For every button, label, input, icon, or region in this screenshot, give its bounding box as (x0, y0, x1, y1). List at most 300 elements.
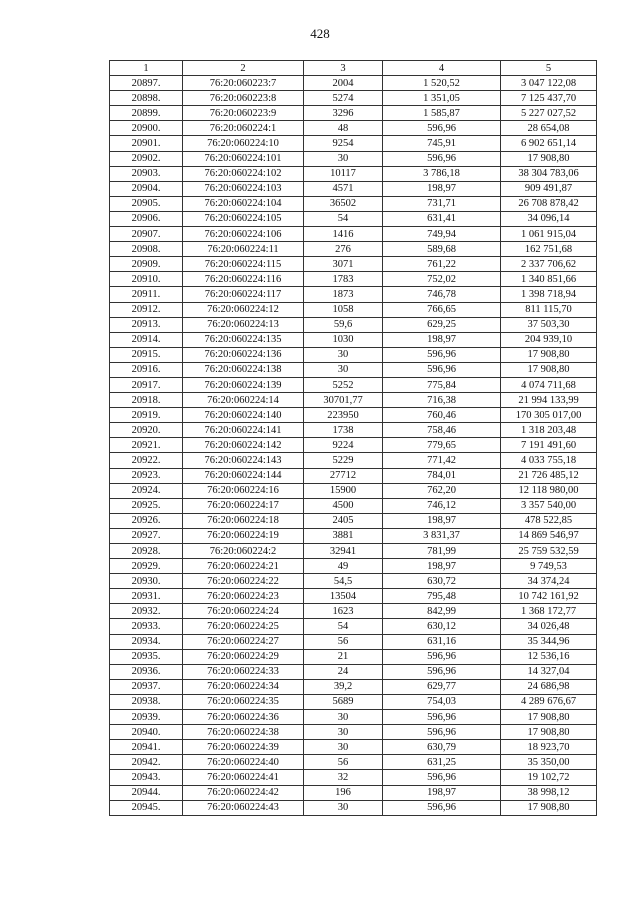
value-cell: 1 061 915,04 (501, 227, 597, 242)
row-number-cell: 20918. (110, 393, 183, 408)
row-number-cell: 20913. (110, 317, 183, 332)
table-row (110, 755, 597, 770)
rate-cell: 779,65 (383, 438, 501, 453)
row-number-cell: 20943. (110, 770, 183, 785)
cadastral-number-cell: 76:20:060224:18 (183, 513, 304, 528)
table-row (110, 423, 597, 438)
cadastral-number-cell: 76:20:060224:34 (183, 679, 304, 694)
cadastral-number-cell: 76:20:060224:17 (183, 498, 304, 513)
cadastral-number-cell: 76:20:060224:102 (183, 166, 304, 181)
rate-cell: 749,94 (383, 227, 501, 242)
rate-cell: 596,96 (383, 725, 501, 740)
area-cell: 39,2 (304, 679, 383, 694)
rate-cell: 596,96 (383, 800, 501, 815)
area-cell: 32941 (304, 544, 383, 559)
area-cell: 13504 (304, 589, 383, 604)
value-cell: 1 368 172,77 (501, 604, 597, 619)
cadastral-number-cell: 76:20:060224:38 (183, 725, 304, 740)
area-cell: 5274 (304, 91, 383, 106)
table-row (110, 332, 597, 347)
table-row (110, 800, 597, 815)
cadastral-number-cell: 76:20:060224:11 (183, 242, 304, 257)
row-number-cell: 20906. (110, 211, 183, 226)
area-cell: 3296 (304, 106, 383, 121)
area-cell: 4571 (304, 181, 383, 196)
cadastral-number-cell: 76:20:060223:9 (183, 106, 304, 121)
table-row (110, 544, 597, 559)
cadastral-number-cell: 76:20:060224:103 (183, 181, 304, 196)
table-row (110, 362, 597, 377)
table-row (110, 211, 597, 226)
cadastral-number-cell: 76:20:060224:116 (183, 272, 304, 287)
table-row (110, 76, 597, 91)
rate-cell: 629,25 (383, 317, 501, 332)
value-cell: 25 759 532,59 (501, 544, 597, 559)
row-number-cell: 20931. (110, 589, 183, 604)
value-cell: 17 908,80 (501, 347, 597, 362)
rate-cell: 771,42 (383, 453, 501, 468)
rate-cell: 198,97 (383, 559, 501, 574)
value-cell: 162 751,68 (501, 242, 597, 257)
cadastral-number-cell: 76:20:060224:143 (183, 453, 304, 468)
cadastral-number-cell: 76:20:060224:104 (183, 196, 304, 211)
row-number-cell: 20903. (110, 166, 183, 181)
row-number-cell: 20920. (110, 423, 183, 438)
area-cell: 5229 (304, 453, 383, 468)
table-row (110, 589, 597, 604)
rate-cell: 761,22 (383, 257, 501, 272)
value-cell: 4 289 676,67 (501, 694, 597, 709)
area-cell: 4500 (304, 498, 383, 513)
table-row (110, 694, 597, 709)
rate-cell: 775,84 (383, 377, 501, 392)
rate-cell: 198,97 (383, 785, 501, 800)
cadastral-number-cell: 76:20:060224:138 (183, 362, 304, 377)
area-cell: 30 (304, 800, 383, 815)
area-cell: 1030 (304, 332, 383, 347)
rate-cell: 631,16 (383, 634, 501, 649)
cadastral-number-cell: 76:20:060224:101 (183, 151, 304, 166)
row-number-cell: 20928. (110, 544, 183, 559)
table-row (110, 287, 597, 302)
table-row (110, 302, 597, 317)
area-cell: 59,6 (304, 317, 383, 332)
value-cell: 2 337 706,62 (501, 257, 597, 272)
table-row (110, 664, 597, 679)
table-row (110, 468, 597, 483)
value-cell: 811 115,70 (501, 302, 597, 317)
value-cell: 14 869 546,97 (501, 528, 597, 543)
area-cell: 1783 (304, 272, 383, 287)
value-cell: 35 344,96 (501, 634, 597, 649)
cadastral-number-cell: 76:20:060224:12 (183, 302, 304, 317)
table-row (110, 725, 597, 740)
value-cell: 7 125 437,70 (501, 91, 597, 106)
table-row (110, 272, 597, 287)
area-cell: 30 (304, 362, 383, 377)
cadastral-number-cell: 76:20:060224:40 (183, 755, 304, 770)
area-cell: 1873 (304, 287, 383, 302)
rate-cell: 795,48 (383, 589, 501, 604)
table-row (110, 483, 597, 498)
row-number-cell: 20899. (110, 106, 183, 121)
area-cell: 54,5 (304, 574, 383, 589)
data-table (109, 60, 597, 816)
row-number-cell: 20907. (110, 227, 183, 242)
value-cell: 1 318 203,48 (501, 423, 597, 438)
table-row (110, 242, 597, 257)
value-cell: 12 118 980,00 (501, 483, 597, 498)
cadastral-number-cell: 76:20:060224:21 (183, 559, 304, 574)
area-cell: 1738 (304, 423, 383, 438)
row-number-cell: 20925. (110, 498, 183, 513)
rate-cell: 762,20 (383, 483, 501, 498)
value-cell: 38 998,12 (501, 785, 597, 800)
value-cell: 4 074 711,68 (501, 377, 597, 392)
value-cell: 21 994 133,99 (501, 393, 597, 408)
value-cell: 21 726 485,12 (501, 468, 597, 483)
area-cell: 10117 (304, 166, 383, 181)
value-cell: 38 304 783,06 (501, 166, 597, 181)
row-number-cell: 20923. (110, 468, 183, 483)
table-row (110, 166, 597, 181)
row-number-cell: 20942. (110, 755, 183, 770)
area-cell: 2405 (304, 513, 383, 528)
rate-cell: 1 585,87 (383, 106, 501, 121)
row-number-cell: 20915. (110, 347, 183, 362)
table-body (110, 76, 597, 816)
row-number-cell: 20924. (110, 483, 183, 498)
row-number-cell: 20914. (110, 332, 183, 347)
value-cell: 909 491,87 (501, 181, 597, 196)
area-cell: 36502 (304, 196, 383, 211)
area-cell: 5689 (304, 694, 383, 709)
row-number-cell: 20945. (110, 800, 183, 815)
row-number-cell: 20897. (110, 76, 183, 91)
column-header: 4 (383, 61, 501, 76)
rate-cell: 596,96 (383, 151, 501, 166)
value-cell: 170 305 017,00 (501, 408, 597, 423)
area-cell: 30 (304, 710, 383, 725)
row-number-cell: 20938. (110, 694, 183, 709)
cadastral-number-cell: 76:20:060224:33 (183, 664, 304, 679)
row-number-cell: 20934. (110, 634, 183, 649)
area-cell: 1058 (304, 302, 383, 317)
column-header: 3 (304, 61, 383, 76)
table-row (110, 257, 597, 272)
cadastral-number-cell: 76:20:060224:13 (183, 317, 304, 332)
table-row (110, 377, 597, 392)
cadastral-number-cell: 76:20:060224:136 (183, 347, 304, 362)
table-row (110, 559, 597, 574)
table-row (110, 151, 597, 166)
cadastral-number-cell: 76:20:060224:27 (183, 634, 304, 649)
cadastral-number-cell: 76:20:060224:105 (183, 211, 304, 226)
row-number-cell: 20939. (110, 710, 183, 725)
cadastral-number-cell: 76:20:060224:16 (183, 483, 304, 498)
cadastral-number-cell: 76:20:060224:25 (183, 619, 304, 634)
table-row (110, 604, 597, 619)
cadastral-number-cell: 76:20:060224:43 (183, 800, 304, 815)
cadastral-number-cell: 76:20:060224:1 (183, 121, 304, 136)
area-cell: 15900 (304, 483, 383, 498)
value-cell: 17 908,80 (501, 151, 597, 166)
value-cell: 17 908,80 (501, 800, 597, 815)
area-cell: 1623 (304, 604, 383, 619)
row-number-cell: 20936. (110, 664, 183, 679)
row-number-cell: 20921. (110, 438, 183, 453)
value-cell: 17 908,80 (501, 725, 597, 740)
table-row (110, 408, 597, 423)
value-cell: 34 374,24 (501, 574, 597, 589)
table-row (110, 649, 597, 664)
cadastral-number-cell: 76:20:060224:139 (183, 377, 304, 392)
value-cell: 7 191 491,60 (501, 438, 597, 453)
rate-cell: 1 520,52 (383, 76, 501, 91)
cadastral-number-cell: 76:20:060224:117 (183, 287, 304, 302)
row-number-cell: 20927. (110, 528, 183, 543)
rate-cell: 198,97 (383, 332, 501, 347)
table-row (110, 634, 597, 649)
area-cell: 54 (304, 619, 383, 634)
rate-cell: 781,99 (383, 544, 501, 559)
table-row (110, 528, 597, 543)
table-row (110, 438, 597, 453)
area-cell: 3881 (304, 528, 383, 543)
value-cell: 35 350,00 (501, 755, 597, 770)
rate-cell: 746,12 (383, 498, 501, 513)
table-row (110, 770, 597, 785)
value-cell: 1 340 851,66 (501, 272, 597, 287)
area-cell: 2004 (304, 76, 383, 91)
column-header: 2 (183, 61, 304, 76)
row-number-cell: 20941. (110, 740, 183, 755)
value-cell: 9 749,53 (501, 559, 597, 574)
cadastral-number-cell: 76:20:060224:35 (183, 694, 304, 709)
cadastral-number-cell: 76:20:060224:41 (183, 770, 304, 785)
row-number-cell: 20898. (110, 91, 183, 106)
rate-cell: 766,65 (383, 302, 501, 317)
area-cell: 196 (304, 785, 383, 800)
rate-cell: 629,77 (383, 679, 501, 694)
rate-cell: 596,96 (383, 649, 501, 664)
table-row (110, 347, 597, 362)
area-cell: 48 (304, 121, 383, 136)
rate-cell: 596,96 (383, 664, 501, 679)
table-row (110, 785, 597, 800)
row-number-cell: 20917. (110, 377, 183, 392)
value-cell: 34 096,14 (501, 211, 597, 226)
row-number-cell: 20935. (110, 649, 183, 664)
cadastral-number-cell: 76:20:060224:14 (183, 393, 304, 408)
cadastral-number-cell: 76:20:060224:141 (183, 423, 304, 438)
rate-cell: 596,96 (383, 710, 501, 725)
rate-cell: 589,68 (383, 242, 501, 257)
value-cell: 4 033 755,18 (501, 453, 597, 468)
area-cell: 21 (304, 649, 383, 664)
header-row (110, 61, 597, 76)
cadastral-number-cell: 76:20:060224:36 (183, 710, 304, 725)
table-row (110, 710, 597, 725)
cadastral-number-cell: 76:20:060224:42 (183, 785, 304, 800)
rate-cell: 630,12 (383, 619, 501, 634)
area-cell: 30 (304, 347, 383, 362)
rate-cell: 784,01 (383, 468, 501, 483)
cadastral-number-cell: 76:20:060224:24 (183, 604, 304, 619)
value-cell: 478 522,85 (501, 513, 597, 528)
page-number: 428 (310, 26, 330, 41)
value-cell: 19 102,72 (501, 770, 597, 785)
value-cell: 26 708 878,42 (501, 196, 597, 211)
value-cell: 1 398 718,94 (501, 287, 597, 302)
cadastral-number-cell: 76:20:060224:135 (183, 332, 304, 347)
rate-cell: 754,03 (383, 694, 501, 709)
value-cell: 5 227 027,52 (501, 106, 597, 121)
table-row (110, 181, 597, 196)
column-header: 5 (501, 61, 597, 76)
row-number-cell: 20916. (110, 362, 183, 377)
table-row (110, 91, 597, 106)
rate-cell: 746,78 (383, 287, 501, 302)
row-number-cell: 20905. (110, 196, 183, 211)
row-number-cell: 20910. (110, 272, 183, 287)
value-cell: 17 908,80 (501, 362, 597, 377)
row-number-cell: 20901. (110, 136, 183, 151)
table-row (110, 498, 597, 513)
rate-cell: 1 351,05 (383, 91, 501, 106)
row-number-cell: 20909. (110, 257, 183, 272)
rate-cell: 752,02 (383, 272, 501, 287)
table-row (110, 453, 597, 468)
value-cell: 24 686,98 (501, 679, 597, 694)
area-cell: 9224 (304, 438, 383, 453)
row-number-cell: 20911. (110, 287, 183, 302)
row-number-cell: 20908. (110, 242, 183, 257)
value-cell: 18 923,70 (501, 740, 597, 755)
row-number-cell: 20933. (110, 619, 183, 634)
cadastral-number-cell: 76:20:060224:23 (183, 589, 304, 604)
table-row (110, 121, 597, 136)
rate-cell: 631,41 (383, 211, 501, 226)
row-number-cell: 20944. (110, 785, 183, 800)
table-row (110, 106, 597, 121)
value-cell: 34 026,48 (501, 619, 597, 634)
value-cell: 14 327,04 (501, 664, 597, 679)
value-cell: 6 902 651,14 (501, 136, 597, 151)
area-cell: 56 (304, 634, 383, 649)
rate-cell: 760,46 (383, 408, 501, 423)
value-cell: 28 654,08 (501, 121, 597, 136)
area-cell: 223950 (304, 408, 383, 423)
area-cell: 3071 (304, 257, 383, 272)
cadastral-number-cell: 76:20:060224:2 (183, 544, 304, 559)
row-number-cell: 20940. (110, 725, 183, 740)
value-cell: 17 908,80 (501, 710, 597, 725)
value-cell: 3 357 540,00 (501, 498, 597, 513)
cadastral-number-cell: 76:20:060224:29 (183, 649, 304, 664)
area-cell: 5252 (304, 377, 383, 392)
rate-cell: 596,96 (383, 770, 501, 785)
area-cell: 27712 (304, 468, 383, 483)
cadastral-number-cell: 76:20:060224:19 (183, 528, 304, 543)
value-cell: 204 939,10 (501, 332, 597, 347)
row-number-cell: 20926. (110, 513, 183, 528)
table-row (110, 393, 597, 408)
value-cell: 10 742 161,92 (501, 589, 597, 604)
rate-cell: 596,96 (383, 121, 501, 136)
rate-cell: 630,72 (383, 574, 501, 589)
area-cell: 30701,77 (304, 393, 383, 408)
rate-cell: 596,96 (383, 362, 501, 377)
value-cell: 3 047 122,08 (501, 76, 597, 91)
table-row (110, 619, 597, 634)
cadastral-number-cell: 76:20:060224:39 (183, 740, 304, 755)
cadastral-number-cell: 76:20:060223:7 (183, 76, 304, 91)
table-row (110, 574, 597, 589)
area-cell: 24 (304, 664, 383, 679)
rate-cell: 198,97 (383, 513, 501, 528)
row-number-cell: 20919. (110, 408, 183, 423)
area-cell: 276 (304, 242, 383, 257)
row-number-cell: 20930. (110, 574, 183, 589)
area-cell: 9254 (304, 136, 383, 151)
row-number-cell: 20929. (110, 559, 183, 574)
cadastral-number-cell: 76:20:060223:8 (183, 91, 304, 106)
rate-cell: 3 786,18 (383, 166, 501, 181)
cadastral-number-cell: 76:20:060224:106 (183, 227, 304, 242)
cadastral-number-cell: 76:20:060224:10 (183, 136, 304, 151)
row-number-cell: 20912. (110, 302, 183, 317)
cadastral-number-cell: 76:20:060224:115 (183, 257, 304, 272)
rate-cell: 842,99 (383, 604, 501, 619)
rate-cell: 596,96 (383, 347, 501, 362)
table-row (110, 679, 597, 694)
rate-cell: 631,25 (383, 755, 501, 770)
cadastral-number-cell: 76:20:060224:142 (183, 438, 304, 453)
area-cell: 30 (304, 725, 383, 740)
rate-cell: 198,97 (383, 181, 501, 196)
value-cell: 37 503,30 (501, 317, 597, 332)
rate-cell: 745,91 (383, 136, 501, 151)
table-row (110, 317, 597, 332)
rate-cell: 731,71 (383, 196, 501, 211)
column-header: 1 (110, 61, 183, 76)
area-cell: 32 (304, 770, 383, 785)
rate-cell: 3 831,37 (383, 528, 501, 543)
row-number-cell: 20937. (110, 679, 183, 694)
area-cell: 30 (304, 151, 383, 166)
area-cell: 1416 (304, 227, 383, 242)
table-row (110, 513, 597, 528)
cadastral-number-cell: 76:20:060224:144 (183, 468, 304, 483)
row-number-cell: 20900. (110, 121, 183, 136)
cadastral-number-cell: 76:20:060224:140 (183, 408, 304, 423)
area-cell: 30 (304, 740, 383, 755)
area-cell: 49 (304, 559, 383, 574)
table-row (110, 227, 597, 242)
table-row (110, 196, 597, 211)
row-number-cell: 20922. (110, 453, 183, 468)
cadastral-number-cell: 76:20:060224:22 (183, 574, 304, 589)
rate-cell: 630,79 (383, 740, 501, 755)
table-row (110, 136, 597, 151)
rate-cell: 758,46 (383, 423, 501, 438)
row-number-cell: 20904. (110, 181, 183, 196)
row-number-cell: 20932. (110, 604, 183, 619)
area-cell: 56 (304, 755, 383, 770)
rate-cell: 716,38 (383, 393, 501, 408)
value-cell: 12 536,16 (501, 649, 597, 664)
